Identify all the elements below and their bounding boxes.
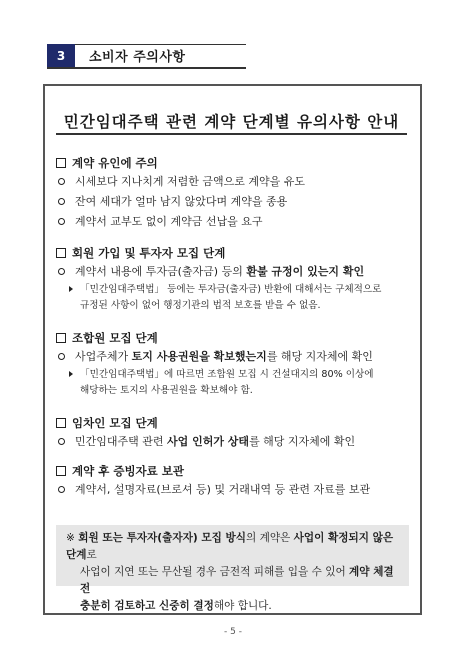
warning-notice-box: [56, 525, 409, 612]
list-item: 사업주체가 토지 사용권원을 확보했는지를 해당 지자체에 확인: [56, 347, 416, 367]
list-item: 잔여 세대가 얼마 남지 않았다며 계약을 종용: [56, 192, 416, 212]
section-heading: 회원 가입 및 투자자 모집 단계: [56, 244, 416, 262]
list-item: 시세보다 지나치게 저렴한 금액으로 계약을 유도: [56, 172, 416, 192]
list-item: 계약서 내용에 투자금(출자금) 등의 환불 규정이 있는지 확인: [56, 262, 416, 282]
checkbox-square-icon: [56, 248, 66, 258]
circle-bullet-icon: [58, 178, 65, 185]
main-title-underline: [56, 133, 407, 135]
circle-bullet-icon: [58, 438, 65, 445]
circle-bullet-icon: [58, 486, 65, 493]
notice-line-3: 충분히 검토하고 신중히 결정해야 합니다.: [80, 600, 272, 612]
list-item: 계약서, 설명자료(브로셔 등) 및 거래내역 등 관련 자료를 보관: [56, 480, 416, 500]
circle-bullet-icon: [58, 198, 65, 205]
guide-section-4: [56, 414, 416, 452]
legal-note: 「민간임대주택법」에 따르면 조합원 모집 시 건설대지의 80% 이상에 해당하는 토지의 사용권원을 확보해야 함.: [56, 367, 416, 399]
legal-note: 「민간임대주택법」 등에는 투자금(출자금) 반환에 대해서는 구체적으로 규정된 사항이 없어 행정기관의 법적 보호를 받을 수 없음.: [56, 282, 416, 314]
checkbox-square-icon: [56, 158, 66, 168]
section-heading: 계약 후 증빙자료 보관: [56, 462, 416, 480]
triangle-bullet-icon: [69, 286, 73, 292]
list-item: 민간임대주택 관련 사업 인허가 상태를 해당 지자체에 확인: [56, 432, 416, 452]
section-header: [47, 44, 246, 68]
circle-bullet-icon: [58, 218, 65, 225]
section-header-top-rule: [75, 44, 246, 45]
checkbox-square-icon: [56, 466, 66, 476]
notice-line-1: ※ 회원 또는 투자자(출자자) 모집 방식의 계약은 사업이 확정되지 않은 단계로: [66, 532, 394, 561]
list-item: 계약서 교부도 없이 계약금 선납을 요구: [56, 212, 416, 232]
section-heading: 임차인 모집 단계: [56, 414, 416, 432]
guide-section-2: [56, 244, 416, 314]
triangle-bullet-icon: [69, 371, 73, 377]
section-number: 3: [47, 44, 75, 68]
section-header-bottom-rule: [47, 67, 246, 69]
page-number: - 5 -: [224, 627, 242, 637]
section-heading: 조합원 모집 단계: [56, 329, 416, 347]
circle-bullet-icon: [58, 268, 65, 275]
guide-section-1: [56, 154, 416, 232]
section-title: 소비자 주의사항: [89, 50, 186, 65]
guide-section-3: [56, 329, 416, 399]
section-heading: 계약 유인에 주의: [56, 154, 416, 172]
checkbox-square-icon: [56, 333, 66, 343]
notice-line-2: 사업이 지연 또는 무산될 경우 금전적 피해를 입을 수 있어 계약 체결 전: [80, 566, 394, 595]
guide-section-5: [56, 462, 416, 500]
checkbox-square-icon: [56, 418, 66, 428]
main-title: 민간임대주택 관련 계약 단계별 유의사항 안내: [63, 113, 400, 131]
circle-bullet-icon: [58, 353, 65, 360]
